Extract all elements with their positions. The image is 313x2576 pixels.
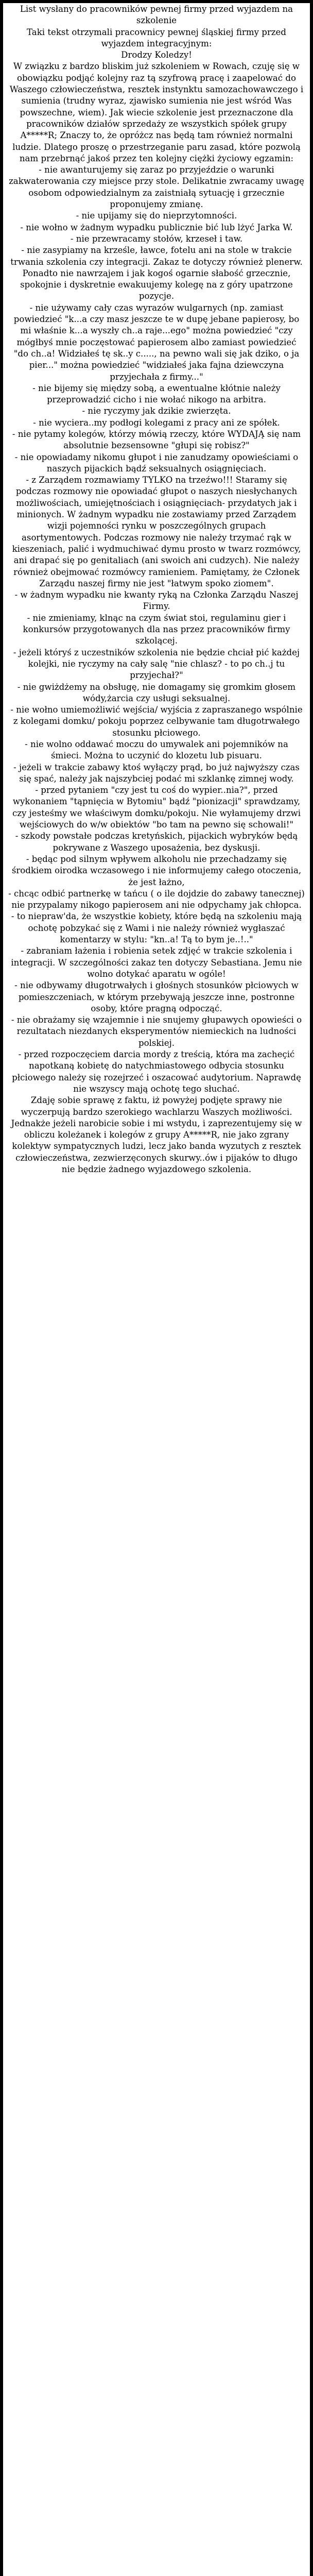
document-body [3, 3, 310, 2576]
document-text: List wysłany do pracowników pewnej firmy przed wyjazdem na szkolenie Taki tekst otrzymali pracownicy pewnej śląskiej firmy przed wyjazdem integracyjnym: Drodzy Koledzy! W związku z bardzo bliskim już szkoleniem w Rowach, czuję się w obowiązku podjąć kolejny raz tą szyfrową pracę i zaapelować do Waszego człowieczeństwa, resztek instynktu samozachowawczego i sumienia (trudny wyraz, zjawisko sumienia nie jest wśród Was powszechne, wiem). Jak wiecie szkolenie jest przeznaczone dla pracowników działów sprzedaży ze wszystkich spółek grupy A*****R; Znaczy to, że opróżcz nas będą tam również normalni ludzie. Dlatego proszę o przestrzeganie paru zasad, które pozwolą nam przebrnąć jakoś przez ten kolejny ciężki życiowy egzamin: - nie awanturujemy się zaraz po przyjeździe o warunki zakwaterowania czy miejsce przy stole. Delikatnie zwracamy uwagę osobom odpowiedzialnym za zaistniałą sytuację i grzecznie proponujemy zmianę. - nie upijamy się do nieprzytomności. - nie wołno w żadnym wypadku publicznie bić lub lżyć Jarka W. - nie przewracamy stołów, krzeseł i taw. - nie zasypiamy na krześle, ławce, fotelu ani na stole w trakcie trwania szkolenia czy integracji. Zakaz te dotyczy również plenerw. Ponadto nie nawrzajem i jak kogoś ogarnie słabość grzecznie, spokojnie i dyskretnie ewakuujemy kolegę na z góry upatrzone pozycje. - nie używamy cały czas wyrazów wulgarnych (np. zamiast powiedzieć "k...a czy masz jeszcze te w dupę jebane papierosy, bo mi właśnie k...a wyszły ch..a raje...ego" można powiedzieć "czy mógłbyś mnie poczęstować papierosem albo zamiast powiedzieć "do ch..a! Widziałeś tę sk..y c....., na pewno wali się jak dziko, o ja pier..." można powiedzieć "widziałeś jaka fajna dziewczyna przyjechała z firmy..." - nie bijemy się między sobą, a ewentualne kłótnie należy przeprowadzić cicho i nie wołać nikogo na arbitra. - nie ryczymy jak dzikie zwierzęta. - nie wyciera..my podłogi kolegami z pracy ani ze spółek. - nie pytamy kolegów, którzy mówią rzeczy, które WYDAJĄ się nam absolutnie bezsensowne "głupi się robisz?" - nie opowiadamy nikomu głupot i nie zanudzamy opowieściami o naszych pijackich bądź seksualnych osiągnięciach. - z Zarządem rozmawiamy TYLKO na trzeźwo!!! Staramy się podczas rozmowy nie opowiadać głupot o naszych niesłychanych możliwościach, umiejętnościach i osiągnięciach- przydatych jak i minionych. W żadnym wypadku nie zostawiamy przed Zarządem wizji pojemności rynku w poszczególnych grupach asortymentowych. Podczas rozmowy nie należy trzymać rąk w kieszeniach, palić i wydmuchiwać dymu prosto w twarz rozmówcy, ani drapać się po genitaliach (ani swoich ani cudzych). Nie należy również obejmować rozmówcy ramieniem. Pamiętamy, że Członek Zarządu naszej firmy nie jest "łatwym spoko ziomem". - w żadnym wypadku nie kwanty ryką na Członka Zarządu Naszej Firmy. - nie zmieniamy, klnąc na czym świat stoi, regulaminu gier i konkursów przygotowanych dla nas przez pracowników firmy szkolącej. - jeżeli któryś z uczestników szkolenia nie będzie chciał pić każdej kolejki, nie ryczymy na cały salę "nie chlasz? - to po ch..j tu przyjechał?" - nie gwiżdżemy na obsługę, nie domagamy się gromkim głosem wódy,żarcia czy usługi seksualnej. - nie wołno umiemożliwić wejścia/ wyjścia z zapraszanego wspólnie z kolegami domku/ pokoju poprzez celbywanie tam długotrwałego stosunku płciowego. - nie wolno oddawać moczu do umywalek ani pojemników na śmieci. Można to uczynić do klozetu lub pisuaru. - jeżeli w trakcie zabawy ktoś wyłączy prąd, bo już najwyższy czas się spać, należy jak najszybciej podać mi szklankę zimnej wody. - przed pytaniem "czy jest tu coś do wypier..nia?", przed wykonaniem "tąpnięcia w Bytomiu" bądź "pionizacji" sprawdzamy, czy jesteśmy we właściwym domku/pokoju. Nie wyłamujemy drzwi wejściowych do w/w obiektów "bo tam na pewno się schowali!" - szkody powstałe podczas kretyńskich, pijackich wybryków będą pokrywane z Waszego uposażenia, bez dyskusji. - będąc pod silnym wpływem alkoholu nie przechadzamy się środkiem oirodka wczasowego i nie informujemy całego otoczenia, że jest łażno, - chcąc odbić partnerkę w tańcu ( o ile dojdzie do zabawy tanecznej) nie przypalamy nikogo papierosem ani nie odpychamy jak chłopca. - to niepraw'da, że wszystkie kobiety, które będą na szkoleniu mają ochotę pobzykać się z Wami i nie należy również wygłaszać komentarzy w stylu: "kn..a! Tą to bym je..!.." - zabraniam łażenia i robienia setek zdjęć w trakcie szkolenia i integracji. W szczególności zakaz ten dotyczy Sebastiana. Jemu nie wolno dotykać aparatu w ogóle! - nie odbywamy długotrwałych i głośnych stosunków płciowych w pomieszczeniach, w którym przebywają jeszcze inne, postronne osoby, które pragną odpocząć. - nie obrażamy się wzajemnie i nie snujemy głupawych opowieści o rezultatach niezdanych eksperymentów niemieckich na ludności polskiej. - przed rozpoczęciem darcia mordy z treścią, która ma zacheçić napotkaną kobietę do natychmiastowego odbycia stosunku płciowego należy się rozejrzeć i oszacować audytorium. Naprawdę nie wszyscy mają ochotę tego słuchać. Zdaję sobie sprawę z faktu, iż powyżej podjęte sprawy nie wyczerpują bardzo szerokiego wachlarzu Waszych możliwości. Jednakże jeżeli narobicie sobie i mi wstydu, i zaprezentujemy się w obliczu koleżanek i kolegów z grupy A*****R, nie jako zgrany kolektyw sympatycznych ludzi, lecz jako banda wyzutych z resztek człowieczeństwa, zezwierzęconych skurwy..ów i pijaków to długo nie będzie żadnego wyjazdowego szkolenia. [8, 4, 305, 1174]
